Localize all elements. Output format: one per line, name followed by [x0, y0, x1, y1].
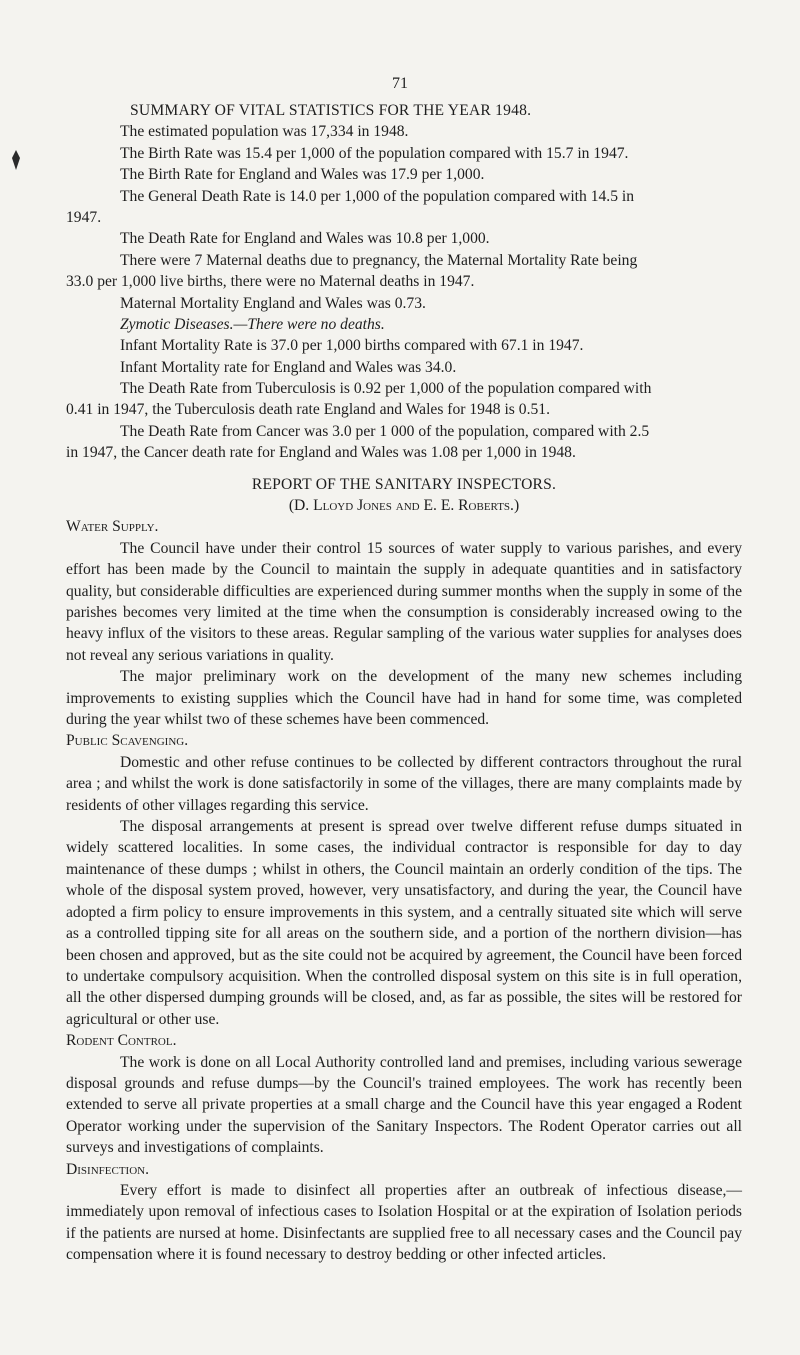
page-body	[66, 100, 742, 1266]
disinfection-para: Every effort is made to disinfect all properties after an outbreak of infectious disease,—immediately upon removal of infectious cases to Isolation Hospital or at the expiration of Isolation periods if the patients are nursed at home. Disinfectants are supplied free to all necessary cases and the Council pay compensation where it is found necessary to destroy bedding or other infected articles.	[66, 1181, 742, 1264]
vs-line: The Birth Rate for England and Wales was 17.9 per 1,000.	[120, 166, 485, 184]
vs-line: Infant Mortality rate for England and Wales was 34.0.	[120, 358, 457, 376]
vs-line: The Death Rate from Tuberculosis is 0.92 per 1,000 of the population compared with	[120, 380, 652, 398]
vs-line: Infant Mortality Rate is 37.0 per 1,000 births compared with 67.1 in 1947.	[120, 337, 584, 355]
rodent-control-heading: Rodent Control.	[66, 1032, 177, 1050]
public-scavenging-para: The disposal arrangements at present is spread over twelve different refuse dumps situated in widely scattered localities. In some cases, the individual contractor is responsible for day to day maintenance of these dumps ; whilst in others, the Council maintain an orderly condition of the tips. The whole of the disposal system proved, however, very unsatisfactory, and during the year, the Council have adopted a firm policy to ensure improvements in this system, and a centrally situated site which will serve as a controlled tipping site for all areas on the southern side, and a portion of the northern division—has been chosen and approved, but as the site could not be acquired by agreement, the Council have been forced to undertake compulsory acquisition. When the controlled disposal system on this site is in full operation, all the other dispersed dumping grounds will be closed, and, as far as possible, the sites will be restored for agricultural or other use.	[66, 818, 742, 1028]
binder-hole-mark	[11, 150, 21, 170]
vs-line: The Death Rate from Cancer was 3.0 per 1 000 of the population, compared with 2.5	[120, 422, 650, 440]
vital-statistics-title: SUMMARY OF VITAL STATISTICS FOR THE YEAR 1948.	[130, 102, 532, 119]
vs-line: The General Death Rate is 14.0 per 1,000 of the population compared with 14.5 in	[120, 187, 635, 205]
public-scavenging-para: Domestic and other refuse continues to be collected by different contractors throughout the rural area ; and whilst the work is done satisfactorily in some of the villages, there are many complaints made by residents of other villages regarding this service.	[66, 753, 742, 814]
report-authors: (D. Lloyd Jones and E. E. Roberts.)	[288, 497, 520, 515]
vs-line: The estimated population was 17,334 in 1948.	[120, 123, 409, 141]
water-supply-heading: Water Supply.	[66, 518, 159, 536]
rodent-control-para: The work is done on all Local Authority controlled land and premises, including various sewerage disposal grounds and refuse dumps—by the Council's trained employees. The work has recently been extended to serve all private properties at a small charge and the Council have this year engaged a Rodent Operator working under the supervision of the Sanitary Inspectors. The Rodent Operator carries out all surveys and investigations of complaints.	[66, 1053, 742, 1157]
water-supply-para: The Council have under their control 15 sources of water supply to various parishes, and every effort has been made by the Council to maintain the supply in adequate quantities and in satisfactory quality, but considerable difficulties are experienced during summer months when the supply in some of the parishes becomes very limited at the time when the consumption is considerably increased owing to the heavy influx of the visitors to these areas. Regular sampling of the various water supplies for analyses does not reveal any serious variations in quality.	[66, 539, 742, 664]
vs-line: There were 7 Maternal deaths due to pregnancy, the Maternal Mortality Rate being	[120, 251, 638, 269]
disinfection-heading: Disinfection.	[66, 1160, 149, 1178]
vs-line: Maternal Mortality England and Wales was 0.73.	[120, 294, 426, 312]
vs-line: 33.0 per 1,000 live births, there were no Maternal deaths in 1947.	[66, 273, 475, 291]
report-title: REPORT OF THE SANITARY INSPECTORS.	[251, 475, 557, 493]
vs-line: 1947.	[66, 208, 102, 226]
page-number: 71	[392, 75, 408, 92]
vs-line: The Death Rate for England and Wales was 10.8 per 1,000.	[120, 230, 490, 248]
vs-line: Zymotic Diseases.—There were no deaths.	[120, 315, 385, 333]
vs-line: 0.41 in 1947, the Tuberculosis death rate England and Wales for 1948 is 0.51.	[66, 401, 550, 419]
section-gap	[66, 464, 742, 474]
vs-line: The Birth Rate was 15.4 per 1,000 of the population compared with 15.7 in 1947.	[120, 144, 629, 162]
water-supply-para: The major preliminary work on the development of the many new schemes including improvements to existing supplies which the Council have had in hand for some time, was completed during the year whilst two of these schemes have been commenced.	[66, 668, 742, 729]
public-scavenging-heading: Public Scavenging.	[66, 732, 189, 750]
vs-line: in 1947, the Cancer death rate for England and Wales was 1.08 per 1,000 in 1948.	[66, 444, 576, 462]
